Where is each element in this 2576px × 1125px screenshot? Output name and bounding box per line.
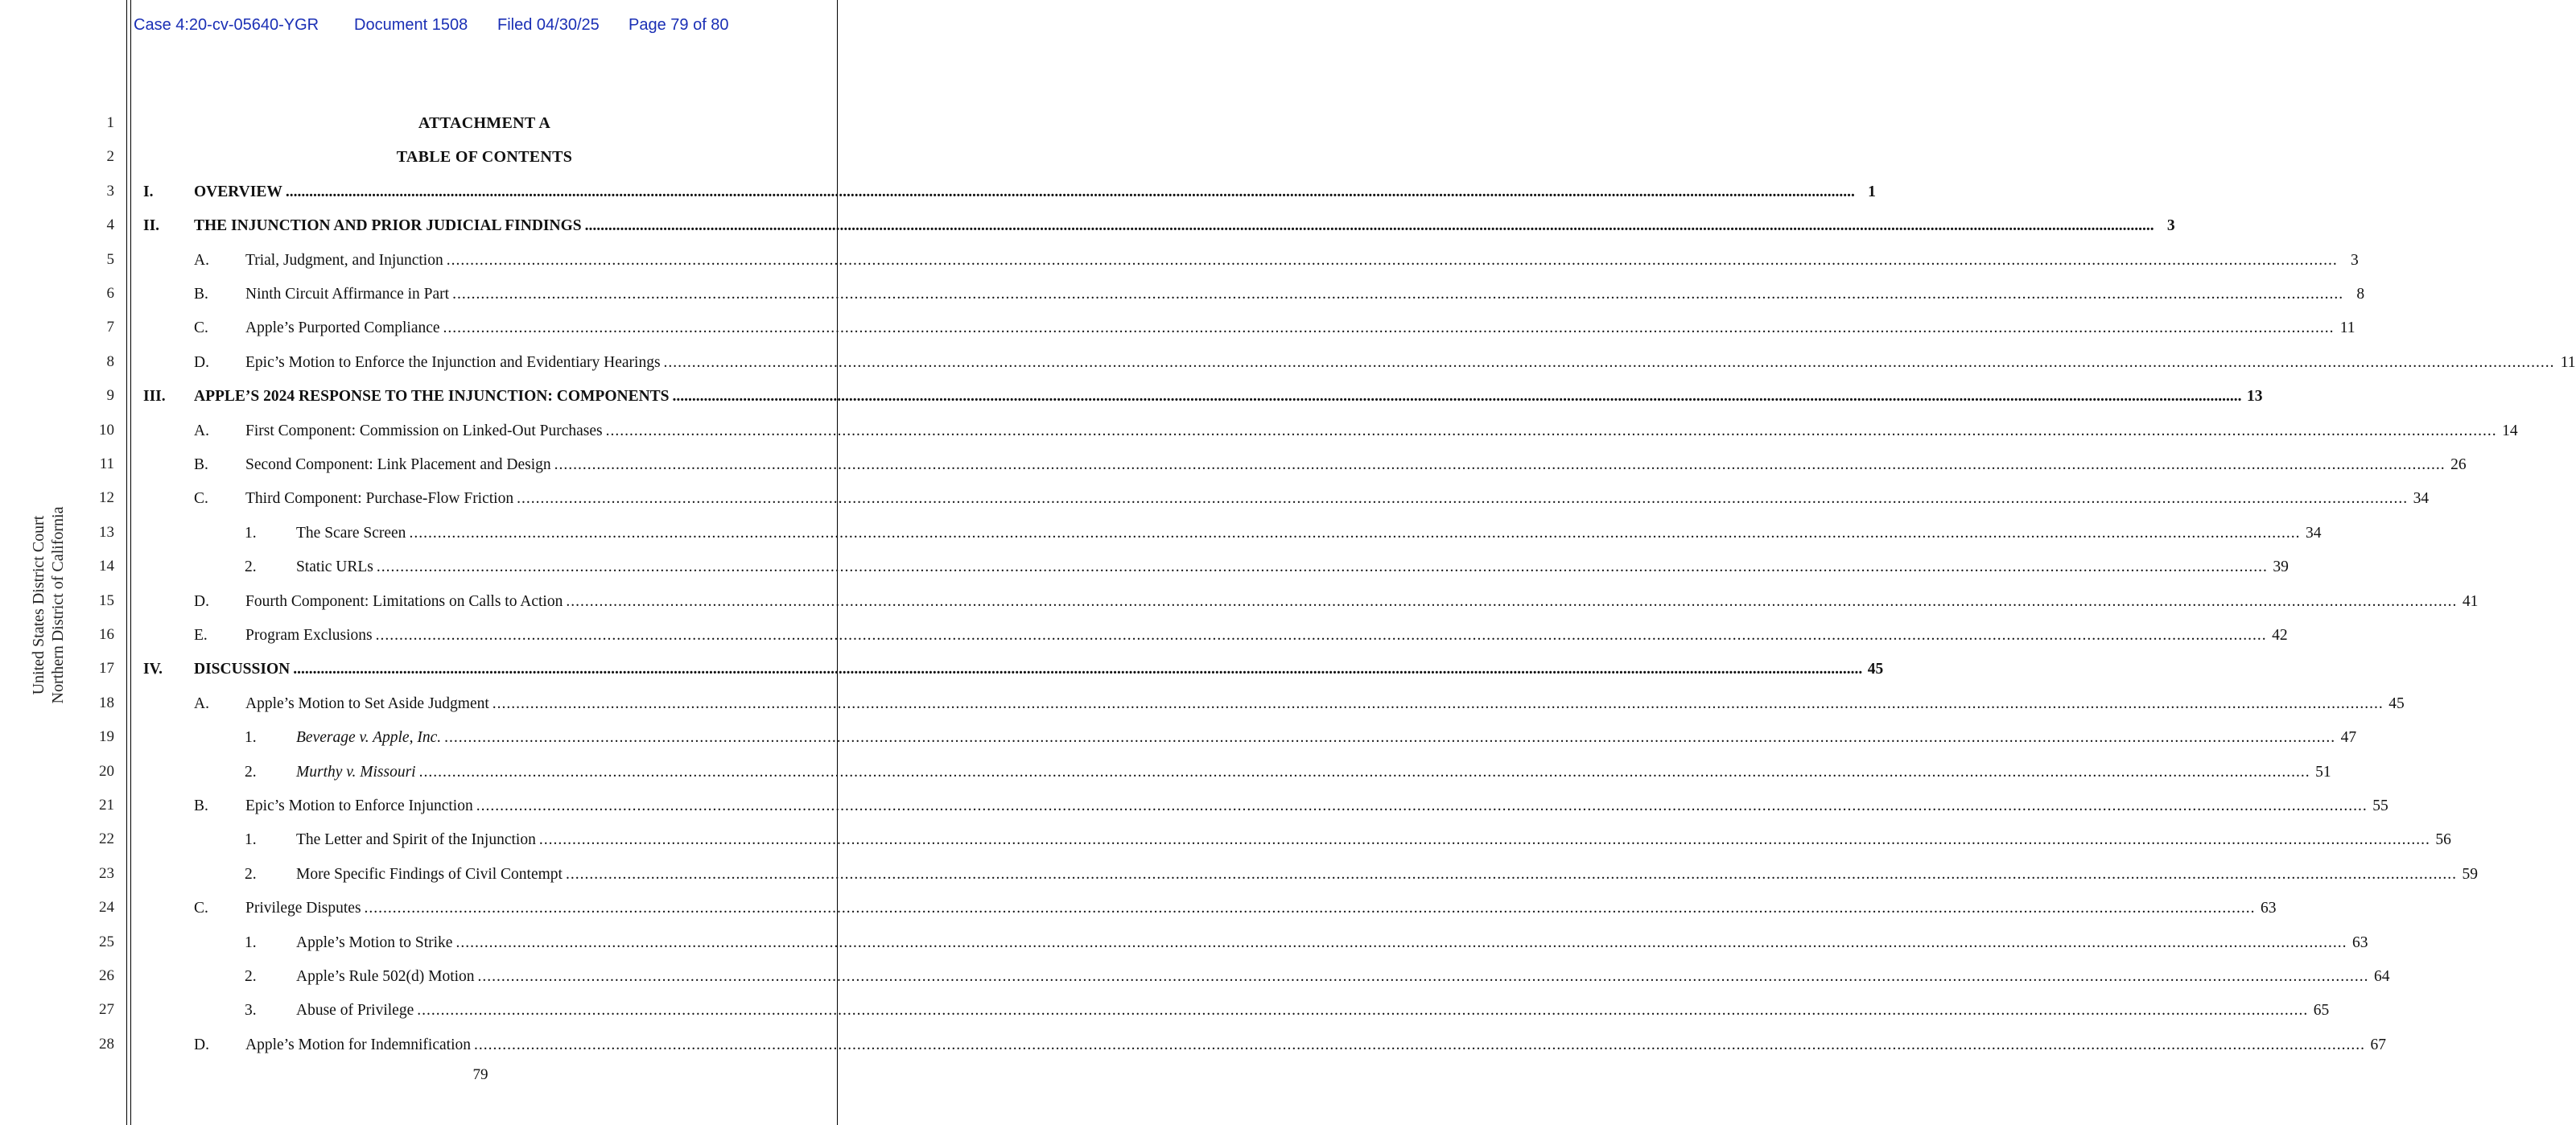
toc-entry-title: Epic’s Motion to Enforce the Injunction and Evidentiary Hearings bbox=[245, 353, 661, 371]
toc-entry bbox=[245, 318, 2355, 339]
toc-entry-page: 34 bbox=[2305, 524, 2322, 542]
toc-entry-page: 42 bbox=[2272, 627, 2288, 644]
attachment-title: ATTACHMENT A bbox=[418, 114, 551, 132]
toc-entry-title: Epic’s Motion to Enforce Injunction bbox=[245, 797, 473, 814]
page-indicator: Page 79 of 80 bbox=[629, 16, 729, 34]
toc-entry-label: 2. bbox=[245, 968, 257, 985]
page-number-footer: 79 bbox=[472, 1066, 488, 1083]
toc-entry-title: Trial, Judgment, and Injunction bbox=[245, 251, 443, 269]
toc-entry bbox=[296, 727, 2357, 748]
line-number: 8 bbox=[106, 352, 114, 370]
line-number: 1 bbox=[106, 114, 114, 131]
toc-entry-page: 14 bbox=[2502, 422, 2518, 439]
toc-leader-dots: ................................................................................................................................................................................................................................................................................................................................................................................................................ bbox=[566, 592, 2458, 610]
line-number: 28 bbox=[99, 1035, 114, 1053]
toc-entry-page: 45 bbox=[2388, 694, 2405, 712]
toc-leader-dots: ................................................................................................................................................................................................................................................................................................................................................................................................................ bbox=[663, 353, 2555, 371]
toc-entry-page: 1 bbox=[1868, 183, 1876, 200]
toc-entry bbox=[296, 933, 2368, 954]
toc-entry bbox=[194, 386, 2263, 407]
line-number: 9 bbox=[106, 387, 114, 405]
toc-entry-label: III. bbox=[143, 388, 166, 406]
line-number: 11 bbox=[99, 455, 114, 472]
toc-entry-label: A. bbox=[194, 694, 209, 712]
toc-entry bbox=[194, 216, 2175, 237]
line-number: 19 bbox=[99, 728, 114, 746]
toc-entry-page: 56 bbox=[2435, 831, 2451, 849]
toc-entry bbox=[245, 455, 2467, 476]
toc-entry-page: 47 bbox=[2340, 729, 2357, 747]
line-number: 16 bbox=[99, 626, 114, 643]
toc-entry-label: E. bbox=[194, 627, 208, 644]
toc-entry bbox=[296, 762, 2331, 783]
toc-entry-label: 1. bbox=[245, 524, 257, 542]
toc-entry-title: The Scare Screen bbox=[296, 524, 406, 542]
toc-title: TABLE OF CONTENTS bbox=[396, 148, 573, 166]
toc-entry bbox=[245, 488, 2430, 509]
toc-entry-page: 55 bbox=[2372, 797, 2388, 814]
toc-leader-dots: ................................................................................................................................................................................................................................................................................................................................................................................................................ bbox=[444, 729, 2336, 747]
line-number: 12 bbox=[99, 489, 114, 507]
district-name: Northern District of California bbox=[49, 506, 67, 704]
toc-entry bbox=[245, 625, 2288, 646]
toc-entry-title: Murthy v. Missouri bbox=[296, 763, 416, 781]
toc-entry-title: Apple’s Rule 502(d) Motion bbox=[296, 968, 475, 985]
toc-entry-label: A. bbox=[194, 251, 209, 269]
toc-entry-page: 26 bbox=[2450, 456, 2467, 473]
toc-leader-dots: ................................................................................................................................................................................................................................................................................................................................................................................................................ bbox=[672, 388, 2242, 406]
toc-entry-page: 64 bbox=[2374, 968, 2390, 985]
toc-entry-title: Static URLs bbox=[296, 558, 373, 576]
toc-entry-label: 1. bbox=[245, 831, 257, 849]
toc-leader-dots: ................................................................................................................................................................................................................................................................................................................................................................................................................ bbox=[293, 661, 1863, 678]
toc-leader-dots: ................................................................................................................................................................................................................................................................................................................................................................................................................ bbox=[285, 183, 1855, 200]
toc-entry-page: 63 bbox=[2351, 933, 2368, 951]
toc-leader-dots: ................................................................................................................................................................................................................................................................................................................................................................................................................ bbox=[455, 933, 2347, 951]
toc-entry-page: 67 bbox=[2370, 1036, 2386, 1053]
line-number: 4 bbox=[106, 216, 114, 234]
toc-entry-label: D. bbox=[194, 353, 209, 371]
toc-entry-label: B. bbox=[194, 456, 208, 473]
toc-entry bbox=[245, 796, 2388, 817]
line-number: 2 bbox=[106, 148, 114, 166]
toc-entry bbox=[296, 523, 2322, 544]
toc-entry-page: 8 bbox=[2356, 286, 2365, 303]
left-margin-rule-inner bbox=[130, 0, 131, 1125]
toc-entry-label: C. bbox=[194, 490, 208, 508]
toc-leader-dots: ................................................................................................................................................................................................................................................................................................................................................................................................................ bbox=[584, 217, 2154, 235]
line-number: 3 bbox=[106, 182, 114, 200]
line-number: 13 bbox=[99, 523, 114, 541]
toc-leader-dots: ................................................................................................................................................................................................................................................................................................................................................................................................................ bbox=[376, 558, 2268, 576]
toc-entry-title: Program Exclusions bbox=[245, 627, 373, 644]
toc-leader-dots: ................................................................................................................................................................................................................................................................................................................................................................................................................ bbox=[476, 797, 2368, 814]
line-number: 24 bbox=[99, 899, 114, 917]
court-name: United States District Court bbox=[30, 515, 47, 695]
toc-entry-title: Privilege Disputes bbox=[245, 900, 361, 917]
toc-entry bbox=[245, 352, 2576, 373]
toc-entry bbox=[245, 250, 2359, 271]
document-number: Document 1508 bbox=[354, 16, 468, 34]
toc-entry-title: First Component: Commission on Linked-Out Purchases bbox=[245, 422, 603, 439]
toc-entry-title: Abuse of Privilege bbox=[296, 1002, 414, 1020]
toc-entry-title: DISCUSSION bbox=[194, 661, 291, 678]
toc-entry-page: 63 bbox=[2261, 900, 2277, 917]
toc-leader-dots: ................................................................................................................................................................................................................................................................................................................................................................................................................ bbox=[474, 1036, 2365, 1053]
toc-entry-label: B. bbox=[194, 286, 208, 303]
toc-entry-title: Second Component: Link Placement and Design bbox=[245, 456, 551, 473]
toc-leader-dots: ................................................................................................................................................................................................................................................................................................................................................................................................................ bbox=[517, 490, 2409, 508]
line-number: 27 bbox=[99, 1001, 114, 1019]
toc-entry-label: I. bbox=[143, 183, 154, 200]
toc-entry-title: Fourth Component: Limitations on Calls to Action bbox=[245, 592, 563, 610]
toc-entry bbox=[245, 694, 2405, 715]
toc-entry-title: Third Component: Purchase-Flow Friction bbox=[245, 490, 514, 508]
toc-entry-label: A. bbox=[194, 422, 209, 439]
left-margin-rule bbox=[126, 0, 127, 1125]
toc-leader-dots: ................................................................................................................................................................................................................................................................................................................................................................................................................ bbox=[446, 251, 2338, 269]
toc-entry-label: II. bbox=[143, 217, 160, 235]
toc-entry-page: 11 bbox=[2339, 319, 2355, 337]
toc-leader-dots: ................................................................................................................................................................................................................................................................................................................................................................................................................ bbox=[554, 456, 2446, 473]
line-number: 25 bbox=[99, 933, 114, 950]
toc-entry-page: 39 bbox=[2273, 558, 2289, 576]
toc-entry-label: 2. bbox=[245, 763, 257, 781]
toc-leader-dots: ................................................................................................................................................................................................................................................................................................................................................................................................................ bbox=[452, 286, 2344, 303]
toc-entry-label: B. bbox=[194, 797, 208, 814]
line-number: 21 bbox=[99, 797, 114, 814]
toc-entry-title: Apple’s Purported Compliance bbox=[245, 319, 440, 337]
toc-entry-title: THE INJUNCTION AND PRIOR JUDICIAL FINDINGS bbox=[194, 217, 582, 235]
toc-entry-page: 34 bbox=[2413, 490, 2430, 508]
toc-entry-page: 45 bbox=[1867, 661, 1884, 678]
toc-entry-label: 3. bbox=[245, 1002, 257, 1020]
toc-entry-title: The Letter and Spirit of the Injunction bbox=[296, 831, 536, 849]
toc-leader-dots: ................................................................................................................................................................................................................................................................................................................................................................................................................ bbox=[565, 865, 2457, 883]
toc-entry bbox=[296, 864, 2478, 885]
line-number: 10 bbox=[99, 421, 114, 439]
toc-entry-label: D. bbox=[194, 1036, 209, 1053]
toc-entry-label: D. bbox=[194, 592, 209, 610]
filed-date: Filed 04/30/25 bbox=[497, 16, 600, 34]
line-number: 15 bbox=[99, 591, 114, 609]
line-number: 22 bbox=[99, 830, 114, 848]
toc-entry-title: OVERVIEW bbox=[194, 183, 282, 200]
line-number: 5 bbox=[106, 250, 114, 268]
case-number: Case 4:20-cv-05640-YGR bbox=[134, 16, 319, 34]
toc-entry-title: Apple’s Motion for Indemnification bbox=[245, 1036, 471, 1053]
toc-entry-title: Ninth Circuit Affirmance in Part bbox=[245, 286, 450, 303]
toc-leader-dots: ................................................................................................................................................................................................................................................................................................................................................................................................................ bbox=[375, 627, 2267, 644]
toc-leader-dots: ................................................................................................................................................................................................................................................................................................................................................................................................................ bbox=[605, 422, 2497, 439]
line-number: 18 bbox=[99, 694, 114, 711]
toc-entry bbox=[296, 1000, 2330, 1021]
line-number: 14 bbox=[99, 558, 114, 575]
toc-entry bbox=[194, 659, 1884, 680]
toc-leader-dots: ................................................................................................................................................................................................................................................................................................................................................................................................................ bbox=[417, 1002, 2309, 1020]
toc-entry-page: 59 bbox=[2462, 865, 2478, 883]
toc-leader-dots: ................................................................................................................................................................................................................................................................................................................................................................................................................ bbox=[477, 968, 2369, 985]
toc-entry-page: 3 bbox=[2166, 217, 2175, 235]
toc-entry-page: 13 bbox=[2247, 388, 2263, 406]
line-number: 26 bbox=[99, 967, 114, 984]
toc-entry bbox=[245, 898, 2277, 919]
line-number: 23 bbox=[99, 864, 114, 882]
toc-entry bbox=[245, 591, 2479, 612]
line-number: 20 bbox=[99, 762, 114, 780]
toc-entry-title: Beverage v. Apple, Inc. bbox=[296, 729, 442, 747]
line-number: 6 bbox=[106, 285, 114, 302]
toc-entry-page: 65 bbox=[2313, 1002, 2330, 1020]
toc-entry-title: APPLE’S 2024 RESPONSE TO THE INJUNCTION: COMPONENTS bbox=[194, 388, 670, 406]
toc-entry-page: 3 bbox=[2350, 251, 2359, 269]
toc-entry-label: C. bbox=[194, 900, 208, 917]
toc-leader-dots: ................................................................................................................................................................................................................................................................................................................................................................................................................ bbox=[538, 831, 2430, 849]
toc-entry-title: Apple’s Motion to Set Aside Judgment bbox=[245, 694, 489, 712]
toc-entry bbox=[245, 1035, 2386, 1056]
toc-leader-dots: ................................................................................................................................................................................................................................................................................................................................................................................................................ bbox=[409, 524, 2301, 542]
toc-entry bbox=[296, 966, 2390, 987]
line-number: 17 bbox=[99, 660, 114, 678]
toc-entry-page: 41 bbox=[2462, 592, 2479, 610]
toc-entry-label: 1. bbox=[245, 729, 257, 747]
court-side-label bbox=[29, 507, 68, 704]
toc-entry bbox=[296, 830, 2451, 851]
toc-entry-page: 11 bbox=[2560, 353, 2576, 371]
toc-entry-title: Apple’s Motion to Strike bbox=[296, 933, 453, 951]
toc-entry-label: 2. bbox=[245, 865, 257, 883]
toc-leader-dots: ................................................................................................................................................................................................................................................................................................................................................................................................................ bbox=[492, 694, 2384, 712]
toc-entry-title: More Specific Findings of Civil Contempt bbox=[296, 865, 563, 883]
toc-entry bbox=[245, 284, 2365, 305]
toc-entry bbox=[245, 421, 2518, 442]
toc-entry-label: 1. bbox=[245, 933, 257, 951]
toc-entry-label: 2. bbox=[245, 558, 257, 576]
toc-entry bbox=[296, 557, 2289, 578]
toc-leader-dots: ................................................................................................................................................................................................................................................................................................................................................................................................................ bbox=[418, 763, 2310, 781]
toc-leader-dots: ................................................................................................................................................................................................................................................................................................................................................................................................................ bbox=[443, 319, 2335, 337]
toc-entry bbox=[194, 182, 1876, 203]
toc-leader-dots: ................................................................................................................................................................................................................................................................................................................................................................................................................ bbox=[364, 900, 2256, 917]
toc-entry-label: IV. bbox=[143, 661, 163, 678]
toc-entry-page: 51 bbox=[2315, 763, 2331, 781]
line-number: 7 bbox=[106, 319, 114, 336]
toc-entry-label: C. bbox=[194, 319, 208, 337]
